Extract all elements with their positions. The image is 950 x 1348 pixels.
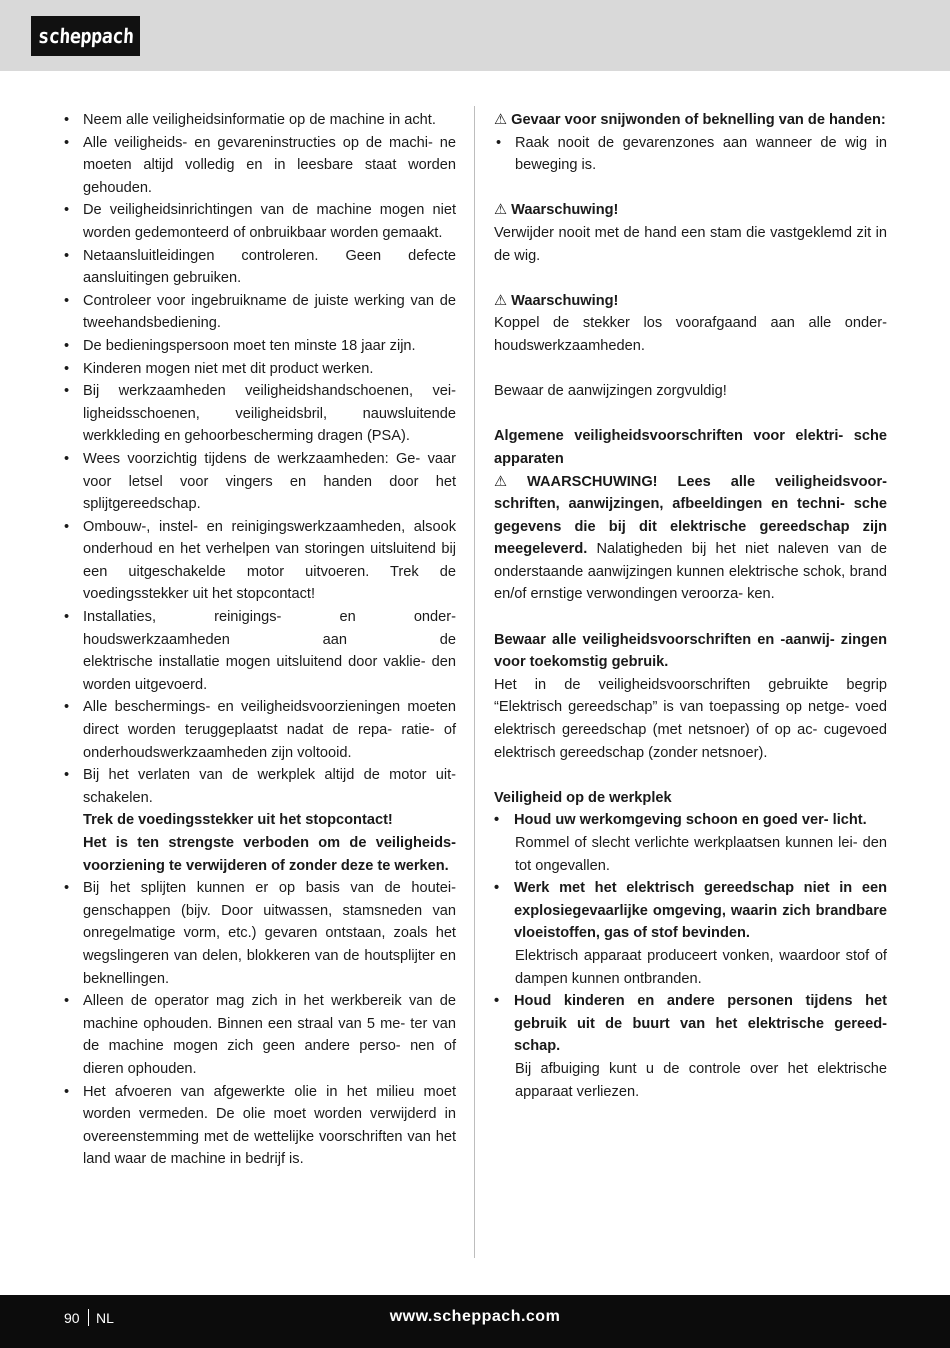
list-item: • Het afvoeren van afgewerkte olie in het milieu moet worden vermeden. De olie moet worden verwijderd in overeenstemming met de wettelijke voorschriften van het land waar de machine in bedrijf is. <box>62 1081 456 1171</box>
warning-title-text: Waarschuwing! <box>511 292 619 309</box>
list-item-text: Rommel of slecht verlichte werkplaatsen kunnen lei- den tot ongevallen. <box>515 835 887 874</box>
spacer <box>494 764 887 787</box>
paragraph <box>494 471 887 607</box>
list-item-bold: • Houd kinderen en andere personen tijdens het gebruik uit de buurt van het elektrische gereed- schap. <box>494 990 887 1058</box>
warning-icon: ⚠ <box>494 473 524 490</box>
word: reinigings- <box>214 609 282 626</box>
right-column <box>494 109 887 1103</box>
paragraph: Verwijder nooit met de hand een stam die vastgeklemd zit in de wig. <box>494 224 887 264</box>
section-heading: Veiligheid op de werkplek <box>494 789 672 806</box>
list-item: • Raak nooit de gevarenzones aan wanneer de wig in beweging is. <box>494 132 887 177</box>
list-item <box>62 764 456 877</box>
section-heading: Bewaar alle veiligheidsvoorschriften en -aanwij- zingen voor toekomstig gebruik. <box>494 631 887 671</box>
warning-title-text: Waarschuwing! <box>511 202 619 219</box>
section-heading: Algemene veiligheidsvoorschriften voor elektri- sche apparaten <box>494 428 887 467</box>
list-item-text: • Bij het verlaten van de werkplek altijd de motor uit- schakelen. <box>83 767 456 806</box>
spacer <box>494 267 887 290</box>
paragraph: Bewaar de aanwijzingen zorgvuldig! <box>494 383 727 400</box>
list-item <box>62 606 456 696</box>
heading-text: Gevaar voor snijwonden of beknelling van de handen: <box>511 112 886 128</box>
warning-icon: ⚠ <box>494 292 508 309</box>
page-number: 90 <box>64 1310 80 1326</box>
list-item: • Bij het splijten kunnen er op basis van de houtei- genschappen (bijv. Door uitwassen, stamsneden van onregelmatige vorm, etc.) gevaren ontstaan, zoals het wegslingeren van delen, blokkeren van de houtsplijter en beknellingen. <box>62 877 456 990</box>
word: en <box>339 609 356 626</box>
list-item: • De veiligheidsinrichtingen van de machine mogen niet worden gedemonteerd of onbruikbaar worden gemaakt. <box>62 199 456 244</box>
list-item-bold: • Houd uw werkomgeving schoon en goed ver- licht. <box>494 809 887 832</box>
spacer <box>494 177 887 200</box>
bold-warning: WAARSCHUWING! Lees alle veiligheidsvoor- schriften, aanwijzingen, afbeeldingen en techni- sche gegevens die bij dit elektrische gereedschap zijn meegeleverd. <box>494 473 887 558</box>
word: aan <box>322 631 347 648</box>
list-item: • De bedieningspersoon moet ten minste 18 jaar zijn. <box>62 335 456 358</box>
paragraph-text: Nalatigheden bij het niet naleven van de onderstaande aanwijzingen kunnen elektrische schok, brand en/of ernstige verwondingen veroorza- ken. <box>494 541 887 603</box>
word: houdswerkzaamheden <box>83 631 230 648</box>
word: onder- <box>413 609 456 626</box>
list-item-text: Elektrisch apparaat produceert vonken, waardoor stof of dampen kunnen ontbranden. <box>515 947 887 987</box>
list-item: • Alle beschermings- en veiligheidsvoorzieningen moeten direct worden teruggeplaatst nadat de repa- ratie- of onderhoudswerkzaamheden zijn voltooid. <box>62 696 456 764</box>
list-item-text: Bij afbuiging kunt u de controle over het elektrische apparaat verliezen. <box>515 1060 887 1100</box>
warning-title <box>494 290 887 313</box>
word: de <box>439 631 456 648</box>
list-item: • Ombouw-, instel- en reinigingswerkzaamheden, alsook onderhoud en het verhelpen van storingen uitsluitend bij een uitgeschakelde motor uitvoeren. Trek de voedingsstekker uit het stopcontact! <box>62 516 456 606</box>
list-item: • Alleen de operator mag zich in het werkbereik van de machine ophouden. Binnen een straal van 5 me- ter van de machine mogen zich geen andere perso- nen of dieren ophouden. <box>62 990 456 1080</box>
warning-title <box>494 199 887 222</box>
word: • Installaties, <box>83 609 157 626</box>
website-link[interactable]: www.scheppach.com <box>389 1308 561 1325</box>
left-column <box>62 109 456 1171</box>
header-band <box>0 0 950 71</box>
section-heading <box>494 109 887 132</box>
paragraph: Koppel de stekker los voorafgaand aan alle onder- houdswerkzaamheden. <box>494 315 887 354</box>
scheppach-logo <box>31 16 140 56</box>
spacer <box>494 606 887 629</box>
warning-icon: ⚠ <box>494 112 508 128</box>
list-item: • Neem alle veiligheidsinformatie op de machine in acht. <box>62 109 456 132</box>
list-item: • Bij werkzaamheden veiligheidshandschoenen, vei- ligheidsschoenen, veiligheidsbril, nauwsluitende werkkleding en gehoorbescherming dragen (PSA). <box>62 380 456 448</box>
warning-icon: ⚠ <box>494 202 508 219</box>
list-item-bold: • Werk met het elektrisch gereedschap niet in een explosiegevaarlijke omgeving, waarin zich brandbare vloeistoffen, gas of stof bevinden. <box>494 877 887 945</box>
bold-warning: Het is ten strengste verboden om de veiligheids- voorziening te verwijderen of zonder deze te werken. <box>83 835 456 874</box>
list-item: • Alle veiligheids- en gevareninstructies op de machi- ne moeten altijd volledig en in leesbare staat worden gehouden. <box>62 132 456 200</box>
list-item: • Netaansluitleidingen controleren. Geen defecte aansluitingen gebruiken. <box>62 245 456 290</box>
justified-line <box>83 606 456 629</box>
spacer <box>494 403 887 426</box>
language-code: NL <box>96 1310 114 1326</box>
list-item: • Kinderen mogen niet met dit product werken. <box>62 358 456 381</box>
spacer <box>494 358 887 381</box>
list-item: • Wees voorzichtig tijdens de werkzaamheden: Ge- vaar voor letsel voor vingers en handen door het splijtgereedschap. <box>62 448 456 516</box>
paragraph: Het in de veiligheidsvoorschriften gebruikte begrip “Elektrisch gereedschap” is van toepassing op netge- voed elektrisch gereedschap (met netsnoer) of op ac- cugevoed elektrisch gereedschap (zonder netsnoer). <box>494 676 887 761</box>
footer-bar <box>0 1295 950 1348</box>
bold-warning: Trek de voedingsstekker uit het stopcontact! <box>83 812 393 829</box>
justified-line <box>83 629 456 652</box>
logo-text: scheppach <box>36 24 135 48</box>
list-item-text: elektrische installatie mogen uitsluitend door vaklie- den worden uitgevoerd. <box>83 654 456 693</box>
list-item: • Controleer voor ingebruikname de juiste werking van de tweehandsbediening. <box>62 290 456 335</box>
column-divider <box>474 106 475 1258</box>
